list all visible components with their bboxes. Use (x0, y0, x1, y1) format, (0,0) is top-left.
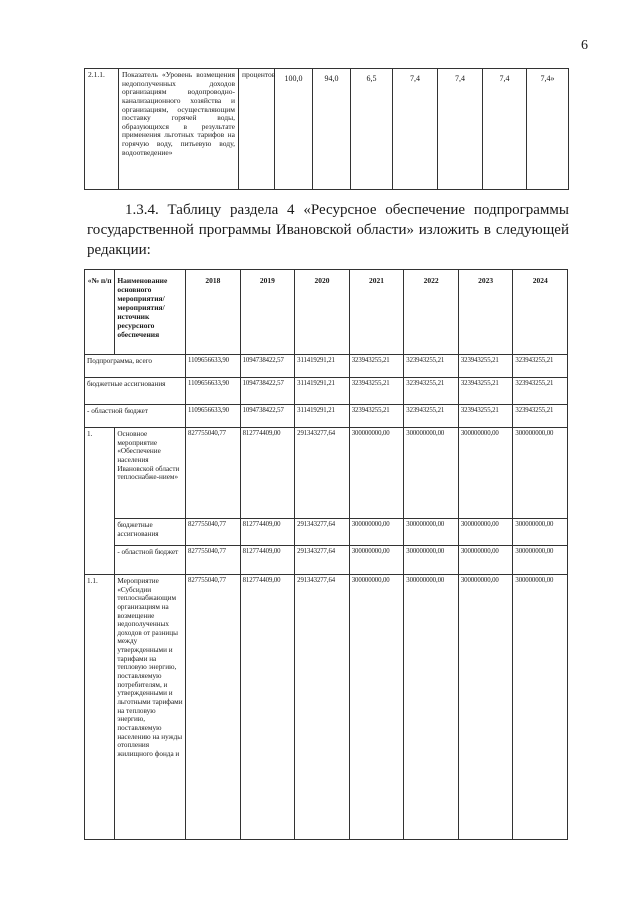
row-value: 323943255,21 (404, 405, 459, 428)
row-value: 300000000,00 (458, 428, 513, 519)
row-value: 812774409,00 (240, 428, 295, 519)
row-value: 1094738422,57 (240, 378, 295, 405)
table-header-row (85, 270, 568, 355)
header-year: 2020 (295, 270, 350, 355)
row-value: 812774409,00 (240, 546, 295, 575)
row-value: 300000000,00 (458, 575, 513, 840)
resource-table (84, 269, 568, 840)
row-value: 291343277,64 (295, 575, 350, 840)
row-value: 311419291,21 (295, 355, 350, 378)
row-label: бюджетные ассигнования (115, 519, 186, 546)
row-value: 812774409,00 (240, 575, 295, 840)
row-value: 311419291,21 (295, 405, 350, 428)
row-value: 1109656633,90 (186, 355, 241, 378)
row-label: Мероприятие «Субсидии теплоснабжающим организациям на возмещение недополученных доходов от разницы между утвержденными и тарифами на тепловую энергию, поставляемую потребителям, и утвержденными и льготными тарифами на тепловую энергию, поставляемую населению на нужды отопления жилищного фонда и (115, 575, 186, 840)
row-value: 300000000,00 (404, 575, 459, 840)
row-value: 827755040,77 (186, 519, 241, 546)
table-row (85, 405, 568, 428)
row-value: 300000000,00 (458, 519, 513, 546)
header-num: «№ п/п (85, 270, 115, 355)
row-value: 300000000,00 (404, 546, 459, 575)
row-value: 323943255,21 (349, 405, 404, 428)
row-value: 1109656633,90 (186, 405, 241, 428)
row-value: 812774409,00 (240, 519, 295, 546)
row-value: 1094738422,57 (240, 355, 295, 378)
row-value: 827755040,77 (186, 546, 241, 575)
indicator-table (84, 68, 569, 190)
row-num: 1.1. (85, 575, 115, 840)
row-label: Основное мероприятие «Обеспечение населения Ивановской области теплоснабже-нием» (115, 428, 186, 519)
row-value: 323943255,21 (404, 355, 459, 378)
amendment-paragraph (87, 200, 569, 260)
row-value: 827755040,77 (186, 428, 241, 519)
row-value: 291343277,64 (295, 428, 350, 519)
table-row (85, 546, 568, 575)
row-label: бюджетные ассигнования (85, 378, 186, 405)
row-value: 323943255,21 (349, 355, 404, 378)
row-value: 323943255,21 (349, 378, 404, 405)
indicator-value: 7,4 (438, 69, 483, 190)
indicator-text: Показатель «Уровень возмещения недополученных доходов организациям водопроводно-канализационного хозяйства и организациям, осуществляющим поставку горячей воды, образующихся в результате применения льготных тарифов на горячую воду, питьевую воду, водоотведение» (119, 69, 239, 190)
indicator-value: 7,4 (393, 69, 438, 190)
table-row (85, 355, 568, 378)
indicator-value: 7,4 (483, 69, 527, 190)
row-value: 323943255,21 (458, 378, 513, 405)
row-label: Подпрограмма, всего (85, 355, 186, 378)
row-num: 1. (85, 428, 115, 575)
row-value: 300000000,00 (513, 519, 568, 546)
row-value: 300000000,00 (404, 428, 459, 519)
page-number: 6 (581, 38, 588, 53)
row-value: 1109656633,90 (186, 378, 241, 405)
row-value: 300000000,00 (513, 546, 568, 575)
row-value: 300000000,00 (513, 575, 568, 840)
row-value: 300000000,00 (349, 519, 404, 546)
header-year: 2018 (186, 270, 241, 355)
header-year: 2019 (240, 270, 295, 355)
row-value: 323943255,21 (513, 378, 568, 405)
row-value: 323943255,21 (458, 355, 513, 378)
row-value: 300000000,00 (458, 546, 513, 575)
indicator-value: 94,0 (313, 69, 351, 190)
header-year: 2021 (349, 270, 404, 355)
indicator-value: 100,0 (275, 69, 313, 190)
header-name: Наименование основного мероприятия/ мероприятия/ источник ресурсного обеспечения (115, 270, 186, 355)
indicator-id: 2.1.1. (85, 69, 119, 190)
indicator-value: 6,5 (351, 69, 393, 190)
table-row (85, 378, 568, 405)
row-value: 827755040,77 (186, 575, 241, 840)
row-value: 291343277,64 (295, 546, 350, 575)
row-value: 300000000,00 (404, 519, 459, 546)
row-label: - областной бюджет (85, 405, 186, 428)
row-label: - областной бюджет (115, 546, 186, 575)
table-row (85, 428, 568, 519)
row-value: 311419291,21 (295, 378, 350, 405)
table-row (85, 575, 568, 840)
amendment-text: 1.3.4. Таблицу раздела 4 «Ресурсное обеспечение подпрограммы государственной программы Ивановской области» изложить в следующей редакции: (87, 202, 569, 258)
row-value: 300000000,00 (349, 546, 404, 575)
indicator-unit: процентов (239, 69, 275, 190)
indicator-row (85, 69, 569, 190)
header-year: 2023 (458, 270, 513, 355)
row-value: 291343277,64 (295, 519, 350, 546)
row-value: 300000000,00 (513, 428, 568, 519)
header-year: 2022 (404, 270, 459, 355)
row-value: 300000000,00 (349, 575, 404, 840)
row-value: 300000000,00 (349, 428, 404, 519)
row-value: 323943255,21 (458, 405, 513, 428)
row-value: 1094738422,57 (240, 405, 295, 428)
indicator-value: 7,4» (527, 69, 569, 190)
header-year: 2024 (513, 270, 568, 355)
row-value: 323943255,21 (513, 405, 568, 428)
table-row (85, 519, 568, 546)
row-value: 323943255,21 (513, 355, 568, 378)
row-value: 323943255,21 (404, 378, 459, 405)
